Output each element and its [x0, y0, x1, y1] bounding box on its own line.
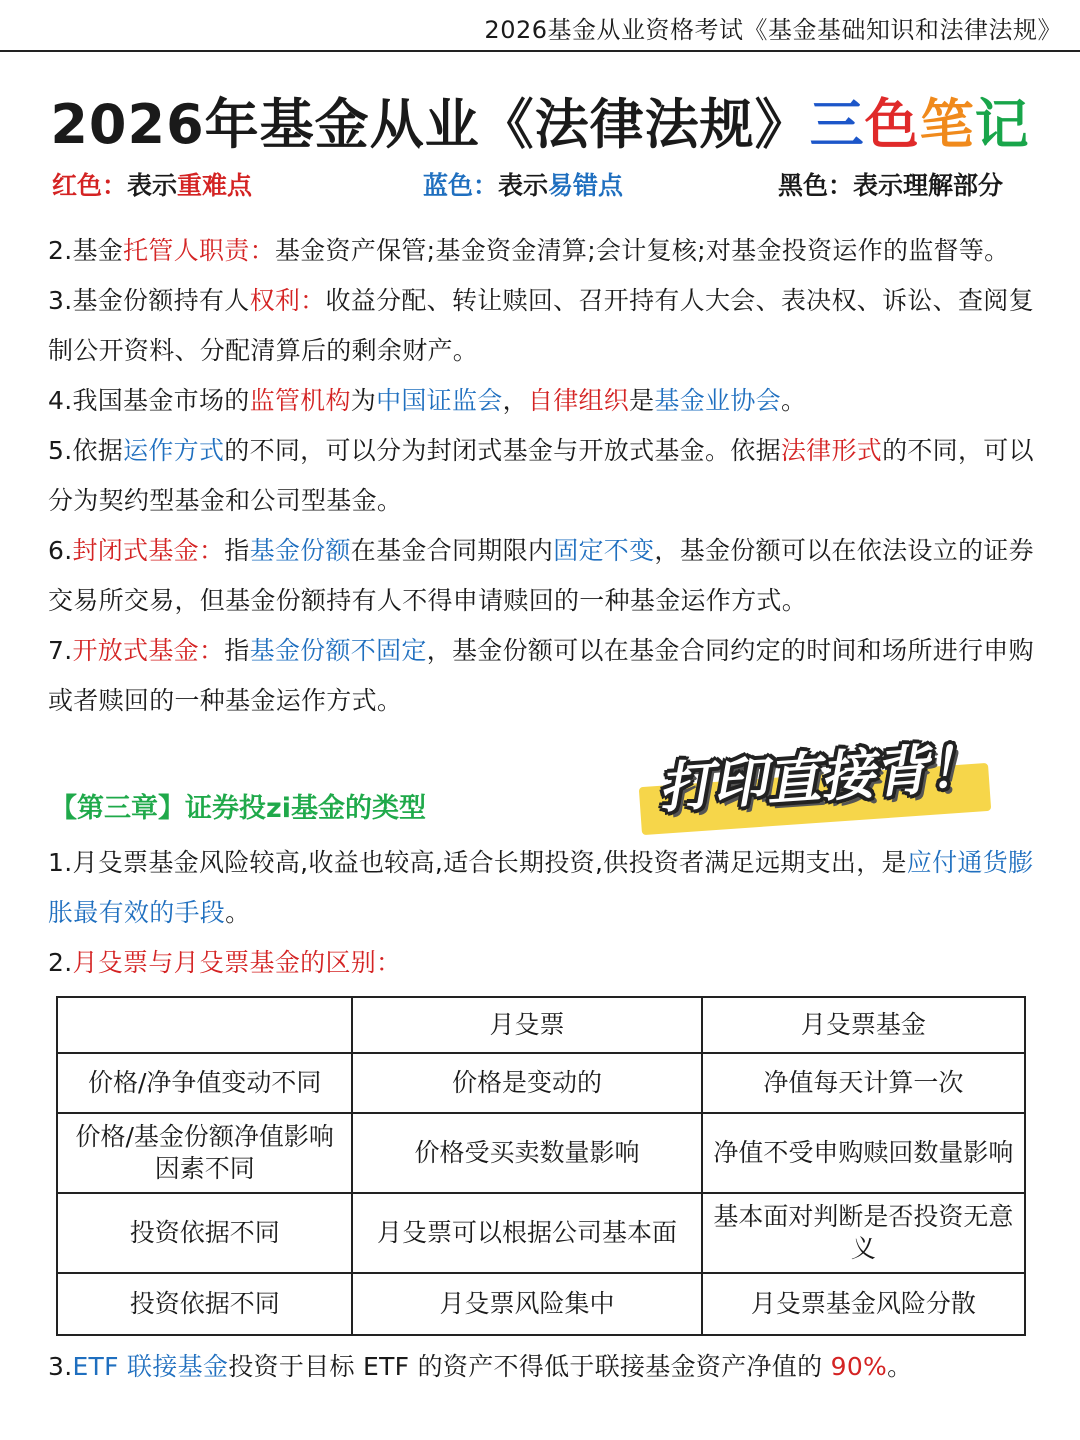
- chapter-note-3-c: 投资于目标 ETF 的资产不得低于联接基金资产净值的: [228, 1352, 831, 1381]
- note-2-b: 托管人职责：: [123, 236, 275, 265]
- note-7-a: 7.: [48, 636, 73, 665]
- table-header-cell: 月殳票: [352, 997, 701, 1053]
- chapter-note-1: [48, 838, 1038, 938]
- header-text: 2026基金从业资格考试《基金基础知识和法律法规》: [484, 16, 1062, 44]
- note-6-c: 指: [224, 536, 250, 565]
- note-5-c: 的不同，可以分为封闭式基金与开放式基金。依据: [224, 436, 781, 465]
- legend-red-label: 红色：: [52, 171, 128, 200]
- header-bar: [0, 0, 1080, 52]
- notes-section: [48, 226, 1038, 726]
- note-3-c: 收益分配、转让赎回、召开持有人大会、表决权、诉讼、查阅复制公开资料、分配清算后的剩余财产。: [48, 286, 1034, 365]
- chapter-note-1-b: 应付通货膨胀最有效的手段: [48, 848, 1034, 927]
- chapter-heading: 【第三章】证券投zi基金的类型: [50, 793, 426, 824]
- note-3-b: 权利：: [249, 286, 326, 315]
- note-3: [48, 276, 1038, 376]
- note-4-g: 是: [629, 386, 655, 415]
- table-header-cell: 月殳票基金: [702, 997, 1025, 1053]
- note-6-f: 固定不变: [553, 536, 655, 565]
- legend-blue-label: 蓝色：: [423, 171, 499, 200]
- chapter-note-1-a: 1.月殳票基金风险较高,收益也较高,适合长期投资,供投资者满足远期支出，是: [48, 848, 907, 877]
- table-header-cell: [57, 997, 352, 1053]
- chapter-notes: [48, 838, 1038, 988]
- table-cell: 净值不受申购赎回数量影响: [702, 1113, 1025, 1193]
- note-4: [48, 376, 1038, 426]
- table-cell: 投资依据不同: [57, 1273, 352, 1335]
- chapter-note-2-a: 2.: [48, 948, 73, 977]
- table-cell: 价格是变动的: [352, 1053, 701, 1113]
- table-cell: 价格受买卖数量影响: [352, 1113, 701, 1193]
- table-row: [57, 1273, 1025, 1335]
- stamp-text: 打印直接背！: [656, 734, 985, 821]
- chapter-note-3-a: 3.: [48, 1352, 73, 1381]
- final-note: [48, 1342, 1038, 1392]
- title-main: 2026年基金从业《法律法规》: [50, 93, 810, 156]
- legend-black: 黑色：表示理解部分: [778, 171, 1004, 200]
- note-7-c: 指: [224, 636, 250, 665]
- table-row: [57, 1193, 1025, 1273]
- legend-blue-key: 易错点: [548, 171, 624, 200]
- title-char-1: 三: [809, 93, 865, 156]
- table-cell: 价格/净争值变动不同: [57, 1053, 352, 1113]
- table-cell: 月殳票可以根据公司基本面: [352, 1193, 701, 1273]
- comparison-table: [56, 996, 1026, 1336]
- legend-blue: [423, 166, 623, 202]
- note-7-e: ，基金份额可以在基金合同约定的时间和场所进行申购或者赎回的一种基金运作方式。: [48, 636, 1034, 715]
- chapter-note-3-e: 。: [887, 1352, 913, 1381]
- note-7-b: 开放式基金：: [72, 636, 225, 665]
- note-6-e: 在基金合同期限内: [350, 536, 554, 565]
- note-7-d: 基金份额不固定: [249, 636, 427, 665]
- note-4-i: 。: [780, 386, 807, 415]
- table-cell: 投资依据不同: [57, 1193, 352, 1273]
- note-2-a: 2.基金: [48, 236, 124, 265]
- legend-red-desc: 表示: [127, 171, 178, 200]
- note-4-f: 自律组织: [527, 386, 630, 415]
- note-2-c: 基金资产保管;基金资金清算;会计复核;对基金投资运作的监督等。: [274, 236, 1010, 265]
- note-4-a: 4.我国基金市场的: [48, 386, 250, 415]
- note-3-a: 3.基金份额持有人: [48, 286, 250, 315]
- legend-blue-desc: 表示: [498, 171, 549, 200]
- note-4-c: 为: [350, 386, 377, 415]
- legend-red-key: 重难点: [177, 171, 253, 200]
- note-7: [48, 626, 1038, 726]
- note-6-b: 封闭式基金：: [72, 536, 225, 565]
- page-title: [0, 82, 1080, 159]
- title-char-2: 色: [864, 93, 920, 156]
- table-cell: 月殳票基金风险分散: [702, 1273, 1025, 1335]
- table-cell: 净值每天计算一次: [702, 1053, 1025, 1113]
- note-4-d: 中国证监会: [376, 386, 503, 415]
- note-5-a: 5.依据: [48, 436, 124, 465]
- chapter-note-3: [48, 1342, 1038, 1392]
- table-header-row: [57, 997, 1025, 1053]
- note-6-a: 6.: [48, 536, 73, 565]
- table-cell: 基本面对判断是否投资无意义: [702, 1193, 1025, 1273]
- chapter-note-3-b: ETF 联接基金: [72, 1352, 229, 1381]
- note-5: [48, 426, 1038, 526]
- table-row: [57, 1053, 1025, 1113]
- table-cell: 月殳票风险集中: [352, 1273, 701, 1335]
- chapter-note-1-c: 。: [225, 898, 251, 927]
- table-row: [57, 1113, 1025, 1193]
- note-5-e: 的不同，可以分为契约型基金和公司型基金。: [48, 436, 1034, 515]
- legend-red: [52, 166, 252, 202]
- chapter-note-3-d: 90%: [830, 1352, 888, 1381]
- print-stamp: [640, 735, 1000, 830]
- note-6: [48, 526, 1038, 626]
- note-4-h: 基金业协会: [654, 386, 781, 415]
- note-5-d: 法律形式: [780, 436, 883, 465]
- note-6-g: ，基金份额可以在依法设立的证券交易所交易，但基金份额持有人不得申请赎回的一种基金运作方式。: [48, 536, 1034, 615]
- note-2: [48, 226, 1038, 276]
- note-6-d: 基金份额: [249, 536, 351, 565]
- note-5-b: 运作方式: [123, 436, 225, 465]
- table-cell: 价格/基金份额净值影响因素不同: [57, 1113, 352, 1193]
- chapter-note-2-b: 月殳票与月殳票基金的区别：: [72, 948, 402, 977]
- title-char-4: 记: [974, 93, 1030, 156]
- title-char-3: 笔: [919, 93, 975, 156]
- chapter-note-2: [48, 938, 1038, 988]
- note-4-b: 监管机构: [249, 386, 351, 415]
- note-4-e: ，: [502, 386, 528, 415]
